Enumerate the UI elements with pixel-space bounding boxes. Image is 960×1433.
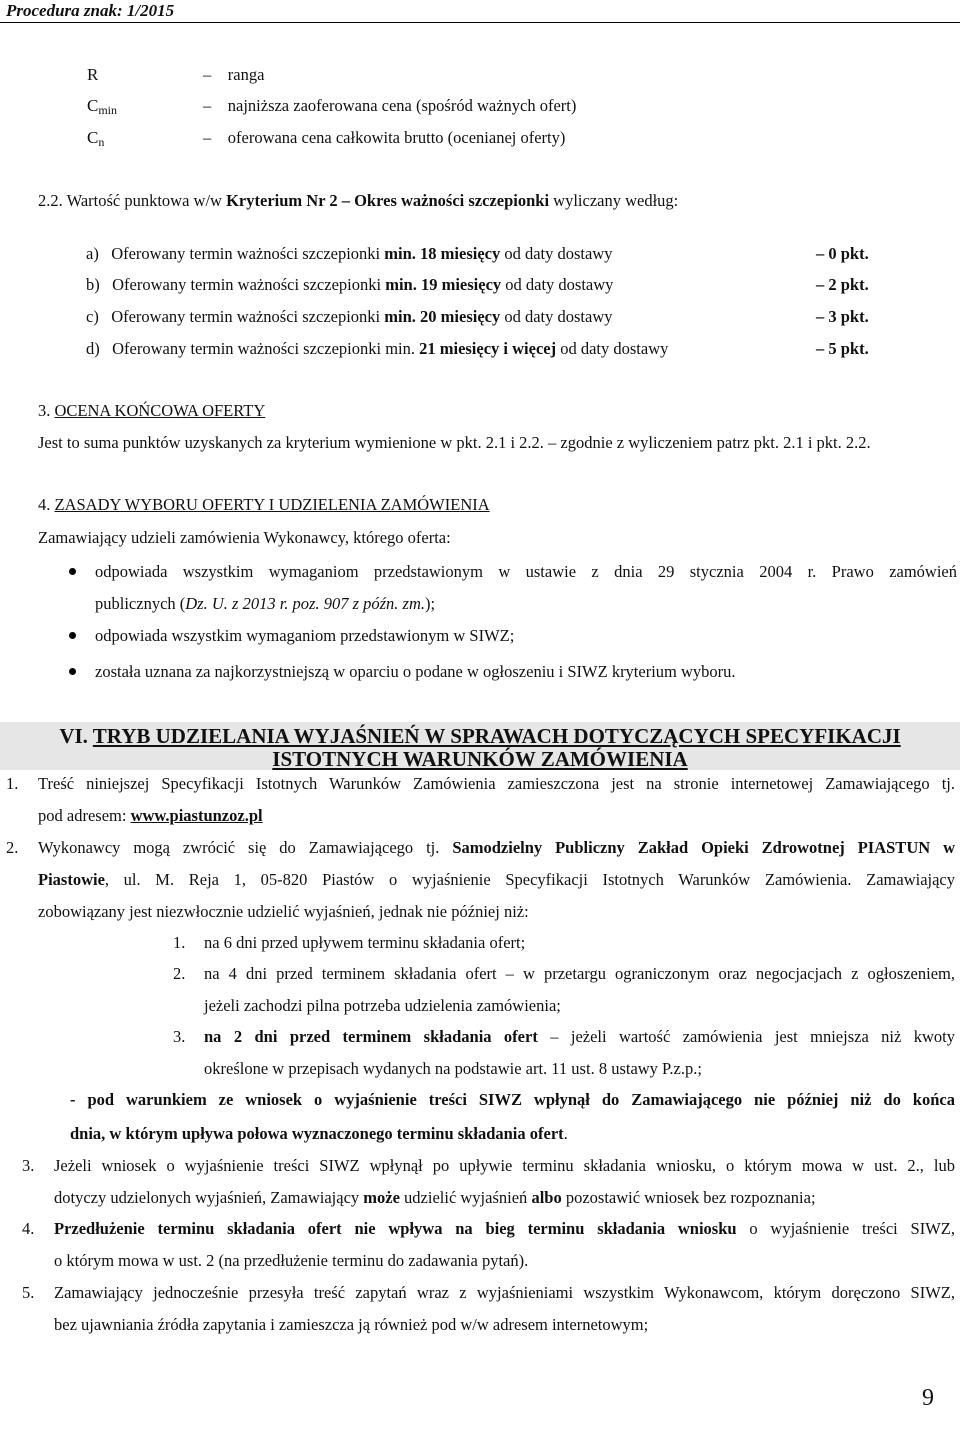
bullet-icon [69, 632, 76, 639]
vi-p4-line-2: o którym mowa w ust. 2 (na przedłużenie terminu do zadawania pytań). [54, 1251, 529, 1270]
section-3-heading: 3. OCENA KOŃCOWA OFERTY [38, 401, 266, 420]
vi-sub2-line-1: na 4 dni przed terminem składania ofert – w przetargu ograniczonym oraz negocjacjach z ogłoszeniem, [204, 964, 955, 983]
vi-p5-number: 5. [22, 1283, 35, 1302]
criterion-points-a: – 0 pkt. [816, 244, 869, 263]
section-4-bullet-3: została uznana za najkorzystniejszą w oparciu o podane w ogłoszeniu i SIWZ kryterium wyboru. [95, 662, 736, 681]
vi-p2-number: 2. [6, 838, 19, 857]
vi-p1-line-1: Treść niniejszej Specyfikacji Istotnych Warunków Zamówienia zamieszczona jest na stronie internetowej Zamawiającego tj. [38, 774, 955, 793]
vi-p1-line-2: pod adresem: www.piastunzoz.pl [38, 806, 263, 825]
section-3-text: Jest to suma punktów uzyskanych za kryterium wymienione w pkt. 2.1 i 2.2. – zgodnie z wyliczeniem patrz pkt. 2.1 i pkt. 2.2. [38, 433, 871, 452]
vi-p3-number: 3. [22, 1156, 35, 1175]
criterion-2-heading: 2.2. Wartość punktowa w/w Kryterium Nr 2 – Okres ważności szczepionki wyliczany według: [38, 191, 679, 210]
vi-sub3-line-2: określone w przepisach wydanych na podstawie art. 11 ust. 8 ustawy P.z.p.; [204, 1059, 702, 1078]
vi-p2-line-3: zobowiązany jest niezwłocznie udzielić wyjaśnień, jednak nie później niż: [38, 902, 529, 921]
vi-p1-number: 1. [6, 774, 19, 793]
section-4-bullet-2: odpowiada wszystkim wymaganiom przedstawionym w SIWZ; [95, 626, 515, 645]
vi-p3-line-2: dotyczy udzielonych wyjaśnień, Zamawiający może udzielić wyjaśnień albo pozostawić wniosek bez rozpoznania; [54, 1188, 816, 1207]
symbol-cn-desc: – oferowana cena całkowita brutto (ocenianej oferty) [203, 128, 566, 147]
vi-p2-line-2: Piastowie, ul. M. Reja 1, 05-820 Piastów o wyjaśnienie Specyfikacji Istotnych Warunków Zamówienia. Zamawiający [38, 870, 955, 889]
vi-condition-line-1: - pod warunkiem ze wniosek o wyjaśnienie treści SIWZ wpłynął do Zamawiającego nie później niż do końca [70, 1090, 955, 1109]
symbol-r-desc: – ranga [203, 65, 265, 84]
symbol-cn: $C_n$ [87, 128, 105, 149]
symbol-r: R [87, 65, 99, 84]
page-header [0, 0, 960, 23]
vi-p2-line-1: Wykonawcy mogą zwrócić się do Zamawiającego tj. Samodzielny Publiczny Zakład Opieki Zdrowotnej PIASTUN w [38, 838, 955, 857]
vi-p4-line-1: Przedłużenie terminu składania ofert nie wpływa na bieg terminu składania wniosku o wyjaśnienie treści SIWZ, [54, 1219, 955, 1238]
vi-sub1-number: 1. [173, 933, 186, 952]
page-number: 9 [922, 1385, 934, 1411]
vi-p4-number: 4. [22, 1219, 35, 1238]
section-4-intro: Zamawiający udzieli zamówienia Wykonawcy, którego oferta: [38, 528, 451, 547]
symbol-cmin: $C_{min}$ [87, 96, 118, 117]
section-4-bullet-1-line-1: odpowiada wszystkim wymaganiom przedstawionym w ustawie z dnia 29 stycznia 2004 r. Prawo zamówień [95, 562, 957, 581]
criterion-points-b: – 2 pkt. [816, 275, 869, 294]
vi-sub2-line-2: jeżeli zachodzi pilna potrzeba udzielenia zamówienia; [204, 996, 561, 1015]
vi-condition-line-2: dnia, w którym upływa połowa wyznaczonego terminu składania ofert. [70, 1124, 568, 1143]
website-link[interactable]: www.piastunzoz.pl [130, 806, 263, 825]
section-4-heading: 4. ZASADY WYBORU OFERTY I UDZIELENIA ZAMÓWIENIA [38, 495, 490, 514]
bullet-icon [69, 568, 76, 575]
vi-sub2-number: 2. [173, 964, 186, 983]
procedure-number: Procedura znak: 1/2015 [6, 1, 175, 20]
criterion-item-c: c) Oferowany termin ważności szczepionki min. 20 miesięcy od daty dostawy [86, 307, 613, 326]
section-vi-title-line-1: VI. TRYB UDZIELANIA WYJAŚNIEŃ W SPRAWACH DOTYCZĄCYCH SPECYFIKACJI [59, 724, 901, 748]
bullet-icon [69, 668, 76, 675]
section-4-bullet-1-line-2: publicznych (Dz. U. z 2013 r. poz. 907 z późn. zm.); [95, 594, 436, 613]
vi-sub3-line-1: na 2 dni przed terminem składania ofert – jeżeli wartość zamówienia jest mniejsza niż kwoty [204, 1027, 955, 1046]
vi-sub1-text: na 6 dni przed upływem terminu składania ofert; [204, 933, 526, 952]
criterion-points-c: – 3 pkt. [816, 307, 869, 326]
vi-p5-line-1: Zamawiający jednocześnie przesyła treść zapytań wraz z wyjaśnieniami wszystkim Wykonawcom, którym doręczono SIWZ, [54, 1283, 955, 1302]
vi-sub3-number: 3. [173, 1027, 186, 1046]
criterion-item-b: b) Oferowany termin ważności szczepionki min. 19 miesięcy od daty dostawy [86, 275, 614, 294]
criterion-points-d: – 5 pkt. [816, 339, 869, 358]
criterion-item-d: d) Oferowany termin ważności szczepionki min. 21 miesięcy i więcej od daty dostawy [86, 339, 669, 358]
symbol-cmin-desc: – najniższa zaoferowana cena (spośród ważnych ofert) [203, 96, 577, 115]
criterion-item-a: a) Oferowany termin ważności szczepionki min. 18 miesięcy od daty dostawy [86, 244, 613, 263]
section-vi-title-line-2: ISTOTNYCH WARUNKÓW ZAMÓWIENIA [272, 747, 688, 771]
vi-p3-line-1: Jeżeli wniosek o wyjaśnienie treści SIWZ wpłynął po upływie terminu składania wniosku, o którym mowa w ust. 2., lub [54, 1156, 955, 1175]
vi-p5-line-2: bez ujawniania źródła zapytania i zamieszcza ją również pod w/w adresem internetowym; [54, 1315, 649, 1334]
